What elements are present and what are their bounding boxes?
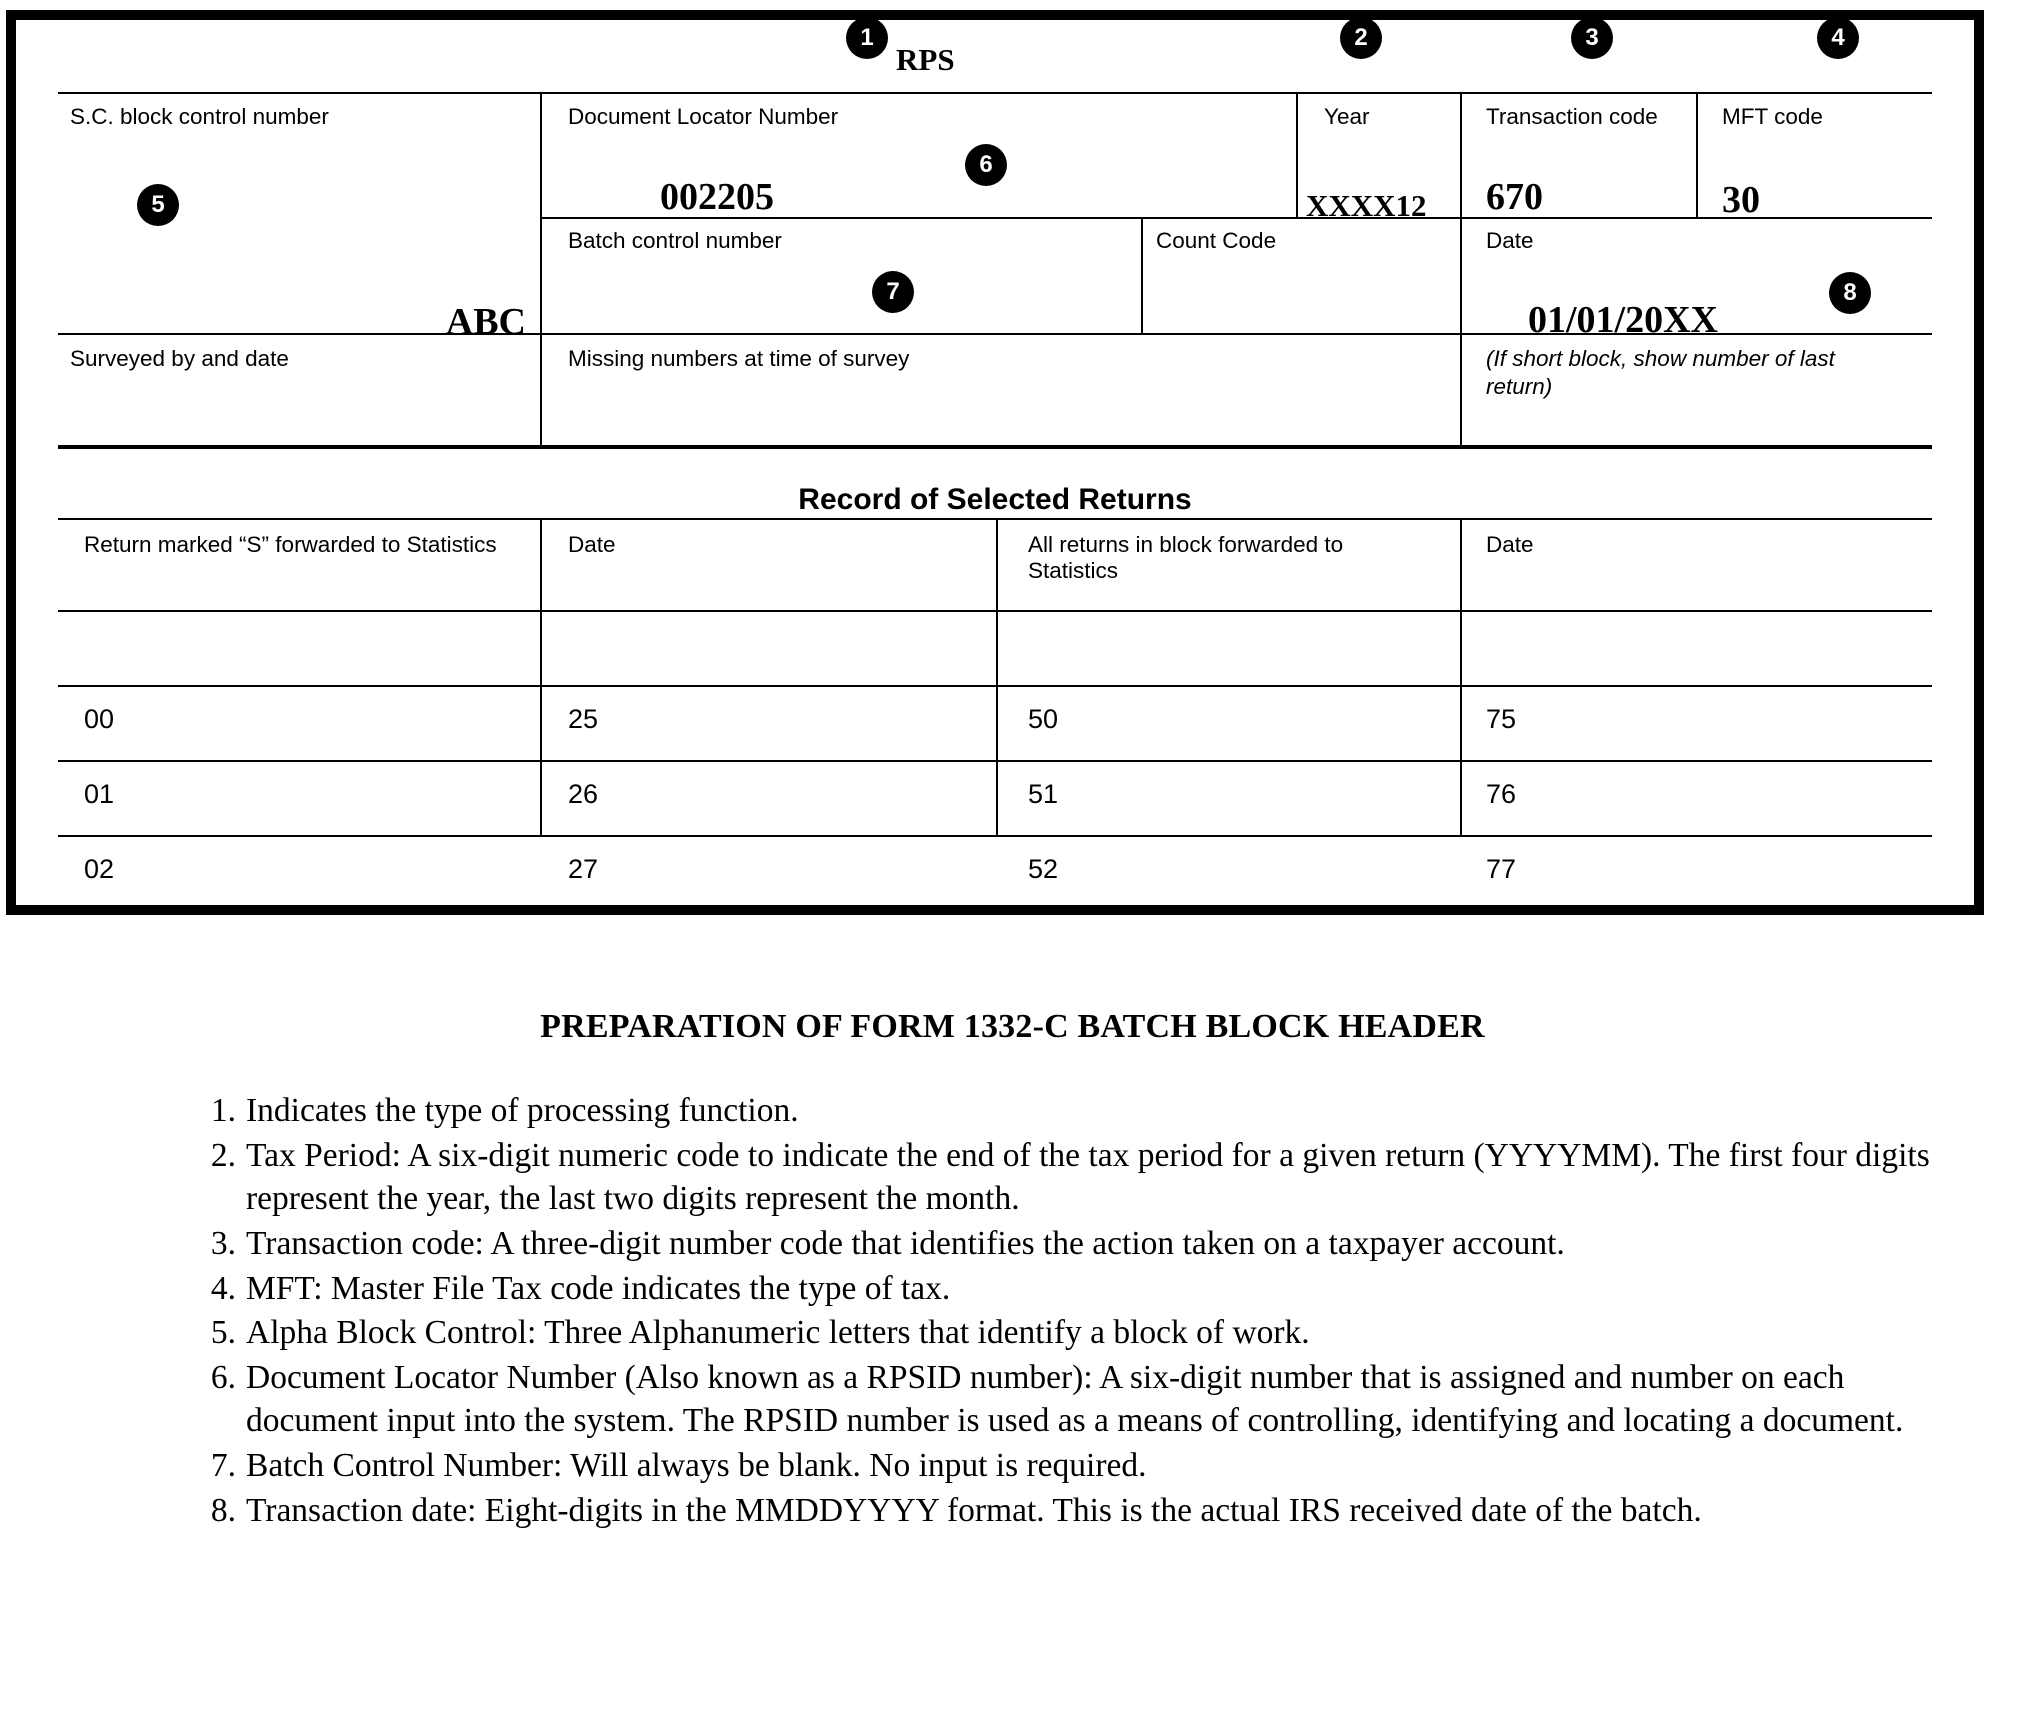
vrule-date-left — [1460, 217, 1462, 333]
batch-control-label: Batch control number — [568, 228, 782, 253]
table-row[interactable]: 02 — [84, 854, 115, 884]
sc-block-control-value[interactable]: ABC — [445, 301, 526, 343]
table-row[interactable]: 00 — [84, 704, 115, 734]
record-header-1: Date — [568, 532, 616, 557]
mft-code-label: MFT code — [1722, 104, 1823, 129]
callout-2: 2 — [1340, 17, 1382, 59]
callout-5: 5 — [137, 184, 179, 226]
callout-8: 8 — [1829, 272, 1871, 314]
record-section-title: Record of Selected Returns — [798, 483, 1192, 516]
vrule-rec-c2 — [996, 518, 998, 835]
callout-7: 7 — [872, 271, 914, 313]
callout-6: 6 — [965, 144, 1007, 186]
rule-records-r2 — [58, 760, 1932, 762]
mft-code-value[interactable]: 30 — [1722, 179, 1760, 221]
note-number: 3. — [210, 1224, 236, 1262]
record-header-2: All returns in block forwarded to Statistics — [1028, 532, 1344, 583]
note-number: 2. — [210, 1136, 236, 1174]
vrule-tc-left — [1460, 92, 1462, 217]
list-item — [200, 1312, 1940, 1355]
transaction-code-label: Transaction code — [1486, 104, 1658, 129]
record-header-0: Return marked “S” forwarded to Statistics — [84, 532, 497, 557]
list-item — [200, 1357, 1940, 1443]
note-number: 6. — [210, 1359, 236, 1397]
note-text: Indicates the type of processing function. — [246, 1092, 799, 1129]
callout-4: 4 — [1817, 17, 1859, 59]
dln-value[interactable]: 002205 — [660, 176, 774, 218]
table-row[interactable]: 27 — [568, 854, 599, 884]
note-text: Document Locator Number (Also known as a RPSID number): A six-digit number that is assigned and number on each document input into the system. The RPSID number is used as a means of controlling, identifying and locating a document. — [246, 1359, 1904, 1440]
note-number: 4. — [210, 1269, 236, 1307]
year-value[interactable]: XXXX12 — [1306, 188, 1427, 223]
note-text: Transaction code: A three-digit number code that identifies the action taken on a taxpayer account. — [246, 1224, 1565, 1262]
vrule-year-left — [1296, 92, 1298, 217]
rule-header-top — [58, 92, 1932, 94]
rule-records-header — [58, 518, 1932, 520]
callout-1: 1 — [846, 17, 888, 59]
page-title: PREPARATION OF FORM 1332-C BATCH BLOCK HEADER — [540, 1008, 1485, 1045]
sc-block-control-label: S.C. block control number — [70, 104, 329, 129]
note-text: Transaction date: Eight-digits in the MMDDYYYY format. This is the actual IRS received date of the batch. — [246, 1491, 1702, 1529]
list-item — [200, 1490, 1940, 1533]
table-row[interactable]: 50 — [1028, 704, 1059, 734]
missing-numbers-label: Missing numbers at time of survey — [568, 346, 910, 371]
rule-records-r1 — [58, 685, 1932, 687]
table-row[interactable]: 51 — [1028, 779, 1059, 809]
note-text: Alpha Block Control: Three Alphanumeric letters that identify a block of work. — [246, 1314, 1310, 1352]
vrule-mft-left — [1696, 92, 1698, 217]
note-text: Tax Period: A six-digit numeric code to indicate the end of the tax period for a given return (YYYYMM). The first four digits represent the year, the last two digits represent the month. — [246, 1136, 1930, 1217]
note-text: MFT: Master File Tax code indicates the type of tax. — [246, 1269, 951, 1307]
date-label: Date — [1486, 228, 1534, 253]
note-number: 8. — [210, 1491, 236, 1529]
note-number: 5. — [210, 1314, 236, 1352]
rule-records-r3 — [58, 835, 1932, 837]
table-row[interactable]: 75 — [1486, 704, 1517, 734]
surveyed-by-label: Surveyed by and date — [70, 346, 289, 371]
short-block-note: (If short block, show number of last return) — [1486, 346, 1835, 400]
rule-records-r0 — [58, 610, 1932, 612]
list-item — [200, 1445, 1940, 1488]
note-number: 1. — [210, 1092, 236, 1129]
form-top-title: RPS — [896, 42, 955, 77]
note-text: Batch Control Number: Will always be blank. No input is required. — [246, 1447, 1147, 1484]
notes-list — [200, 1090, 1940, 1535]
list-item — [200, 1090, 1940, 1133]
table-row[interactable]: 77 — [1486, 854, 1517, 884]
transaction-code-value[interactable]: 670 — [1486, 176, 1543, 218]
vrule-shortnote-left — [1460, 333, 1462, 445]
list-item — [200, 1135, 1940, 1221]
callout-3: 3 — [1571, 17, 1613, 59]
vrule-rec-c1 — [540, 518, 542, 835]
dln-label: Document Locator Number — [568, 104, 839, 129]
record-header-3: Date — [1486, 532, 1534, 557]
note-number: 7. — [210, 1447, 236, 1484]
table-row[interactable]: 01 — [84, 779, 115, 809]
vrule-missing-left — [540, 333, 542, 445]
list-item — [200, 1268, 1940, 1311]
table-row[interactable]: 76 — [1486, 779, 1517, 809]
list-item — [200, 1223, 1940, 1266]
table-row[interactable]: 26 — [568, 779, 599, 809]
year-label: Year — [1324, 104, 1370, 129]
table-row[interactable]: 25 — [568, 704, 599, 734]
count-code-label: Count Code — [1156, 228, 1277, 253]
vrule-countcode-left — [1141, 217, 1143, 333]
vrule-rec-c3 — [1460, 518, 1462, 835]
rule-section-divider — [58, 445, 1932, 449]
table-row[interactable]: 52 — [1028, 854, 1059, 884]
date-value[interactable]: 01/01/20XX — [1528, 299, 1718, 341]
